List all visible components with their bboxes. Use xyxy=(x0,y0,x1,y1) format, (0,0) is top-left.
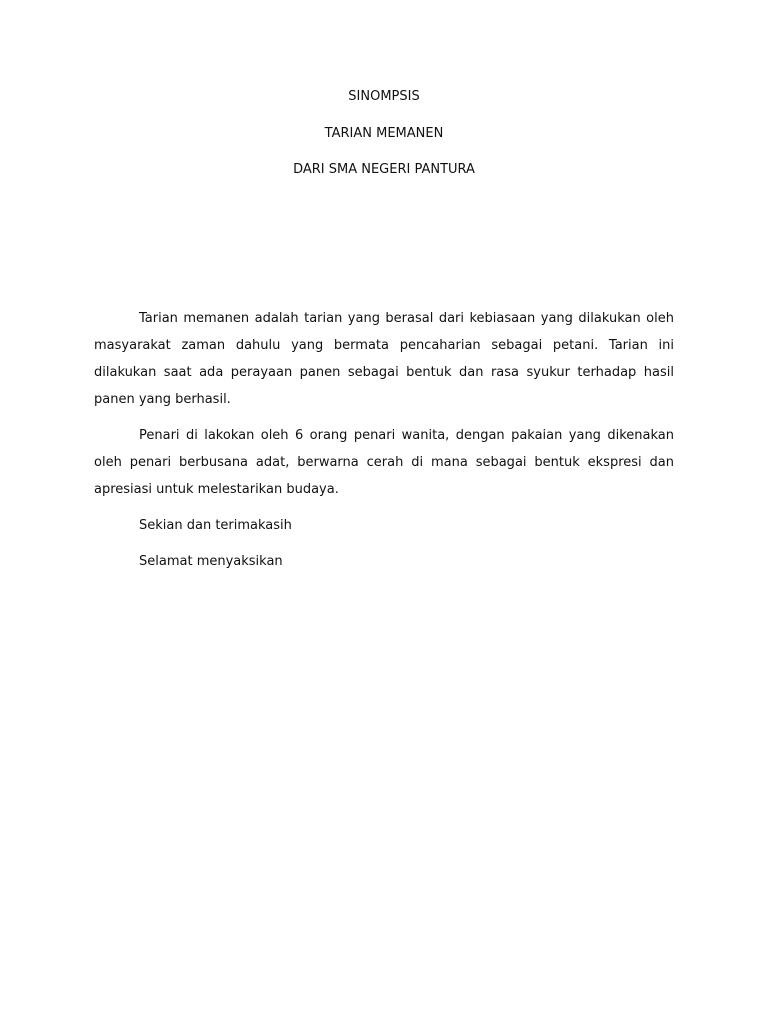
document-subtitle: TARIAN MEMANEN xyxy=(324,126,444,141)
document-school: DARI SMA NEGERI PANTURA xyxy=(293,162,475,177)
document-title: SINOMPSIS xyxy=(348,89,420,104)
paragraph-description: Tarian memanen adalah tarian yang berasal dari kebiasaan yang dilakukan oleh masyarakat zaman dahulu yang bermata pencaharian sebagai petani. Tarian ini dilakukan saat ada perayaan panen sebagai bentuk dan rasa syukur terhadap hasil panen yang berhasil. xyxy=(94,311,674,407)
paragraph-dancers: Penari di lakokan oleh 6 orang penari wanita, dengan pakaian yang dikenakan oleh penari berbusana adat, berwarna cerah di mana sebagai bentuk ekspresi dan apresiasi untuk melestarikan budaya. xyxy=(94,428,674,497)
paragraph-greeting: Selamat menyaksikan xyxy=(139,554,283,569)
paragraph-closing: Sekian dan terimakasih xyxy=(139,518,292,533)
document-body xyxy=(94,305,674,584)
